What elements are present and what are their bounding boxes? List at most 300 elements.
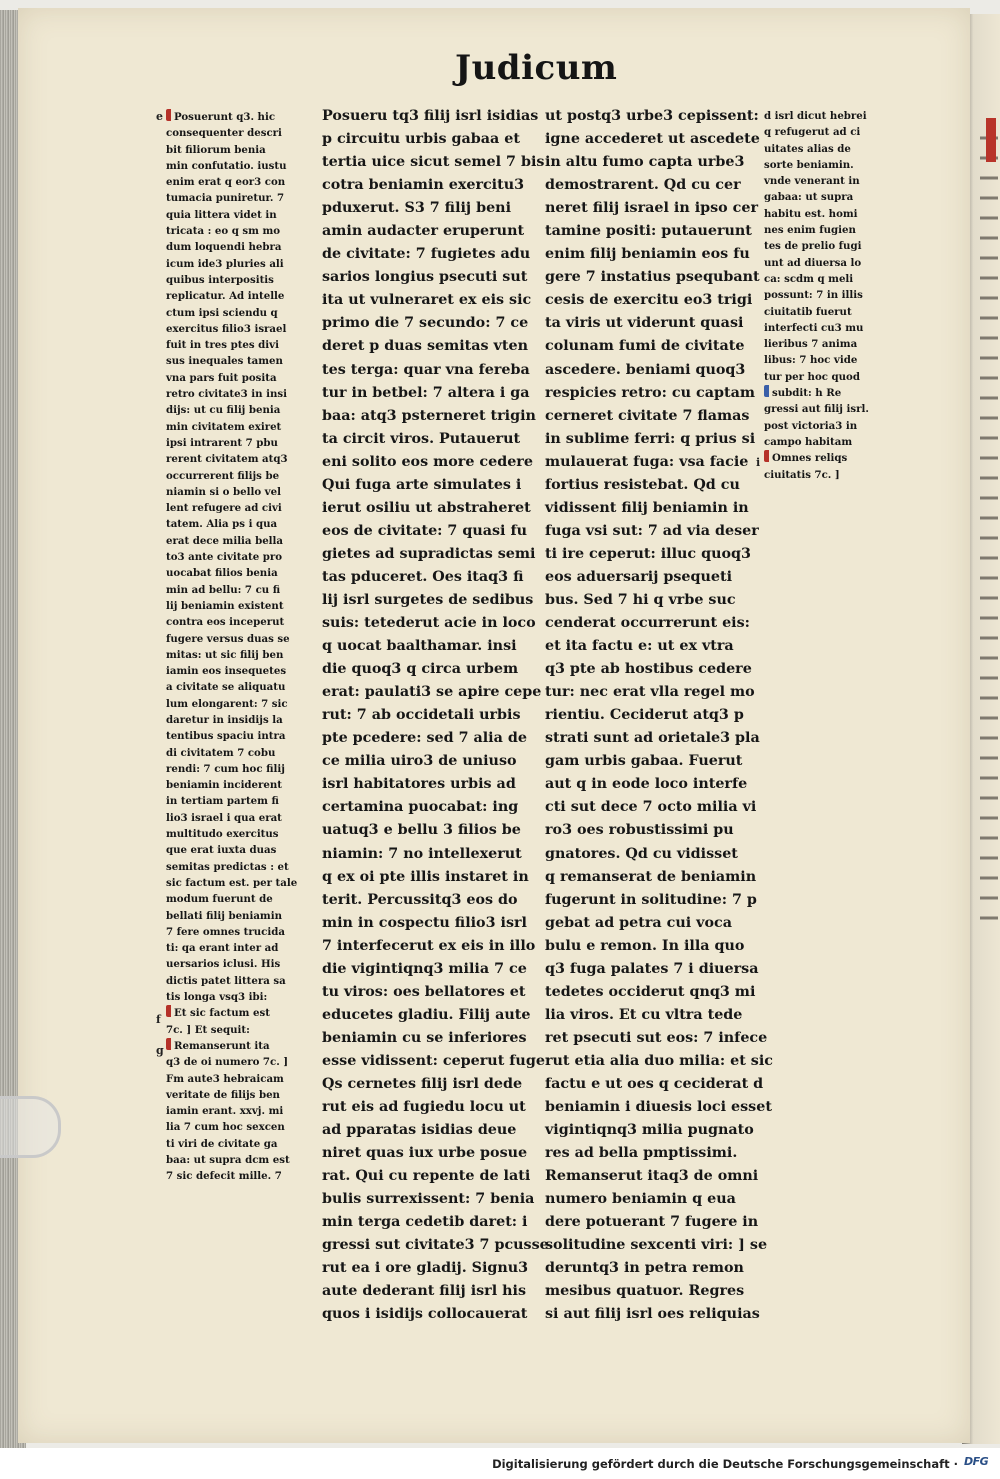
text-line-content: q uocat baalthamar. insi: [322, 638, 517, 655]
text-line: [166, 842, 306, 858]
text-line-content: lieribus 7 anima: [764, 338, 858, 351]
text-line: [166, 859, 306, 875]
text-line: [166, 468, 306, 484]
next-page-rubric: [986, 118, 996, 162]
text-line: [322, 128, 550, 151]
text-line: [166, 956, 306, 972]
text-line-content: sorte beniamin.: [764, 158, 854, 171]
text-line: [166, 777, 306, 793]
text-line-content: 7 fere omnes trucida: [166, 925, 285, 938]
text-line: [545, 174, 760, 197]
text-line-content: iamin eos insequetes: [166, 665, 287, 678]
text-line-content: beniamin inciderent: [166, 779, 283, 792]
text-line: [322, 174, 550, 197]
margin-letter-e: e: [156, 110, 163, 123]
text-line-content: tumacia puniretur. 7: [166, 192, 285, 205]
text-line: [545, 635, 760, 658]
text-line-content: cotra beniamin exercitu3: [322, 177, 525, 194]
text-line: [764, 255, 894, 271]
text-line: [545, 335, 760, 358]
text-line-content: 7 sic defecit mille. 7: [166, 1170, 282, 1183]
text-line: [322, 589, 550, 612]
text-line: [166, 370, 306, 386]
text-line-content: lia viros. Et cu vltra tede: [545, 1006, 743, 1023]
text-line-content: gnatores. Qd cu vidisset: [545, 845, 738, 862]
text-line: [764, 401, 894, 417]
page-clip: [0, 1096, 61, 1158]
text-line-content: vidissent filij beniamin in: [545, 499, 749, 516]
text-line: [322, 796, 550, 819]
text-line: [545, 220, 760, 243]
text-line-content: cenderat occurrerunt eis:: [545, 615, 750, 632]
text-line-content: lij beniamin existent: [166, 599, 284, 612]
text-line-content: ut postq3 urbe3 cepissent:: [545, 108, 759, 124]
text-line-content: exercitus filio3 israel: [166, 322, 287, 335]
text-line: [764, 206, 894, 222]
text-line-content: factu e ut oes q ceciderat d: [545, 1075, 764, 1092]
text-line-content: q3 de oi numero 7c. ]: [166, 1056, 289, 1069]
text-line-content: rut ea i ore gladij. Signu3: [322, 1260, 529, 1277]
text-line: [166, 1103, 306, 1119]
text-line-content: eos aduersarij psequeti: [545, 568, 733, 585]
text-line-content: a civitate se aliquatu: [166, 681, 286, 694]
text-line: [764, 189, 894, 205]
text-line: [166, 288, 306, 304]
text-line: [322, 773, 550, 796]
text-line-content: primo die 7 secundo: 7 ce: [322, 315, 529, 332]
text-line: [764, 304, 894, 320]
text-line-content: subdit: h Re: [772, 387, 842, 400]
text-line: [764, 320, 894, 336]
text-line: [322, 451, 550, 474]
text-line-content: ta viris ut viderunt quasi: [545, 315, 744, 332]
text-line: [166, 1119, 306, 1135]
rubric-mark: [166, 109, 171, 121]
text-line: [166, 386, 306, 402]
text-line-content: q refugerut ad ci: [764, 126, 861, 139]
text-line-content: uersarios iclusi. His: [166, 958, 281, 971]
text-line: [166, 125, 306, 141]
text-line-content: die quoq3 q circa urbem: [322, 661, 519, 678]
text-line-content: replicatur. Ad intelle: [166, 290, 285, 303]
text-line-content: aut q in eode loco interfe: [545, 776, 748, 793]
text-line: [166, 321, 306, 337]
text-line-content: certamina puocabat: ing: [322, 799, 519, 816]
text-line-content: deret p duas semitas vten: [322, 338, 528, 355]
text-line: [545, 704, 760, 727]
text-line-content: fugerunt in solitudine: 7 p: [545, 891, 757, 908]
text-line-content: tur in betbel: 7 altera i ga: [322, 384, 530, 401]
text-line: [166, 565, 306, 581]
text-line: [322, 889, 550, 912]
text-line-content: et ita factu e: ut ex vtra: [545, 638, 734, 655]
text-line: [166, 712, 306, 728]
text-line-content: ti viri de civitate ga: [166, 1137, 278, 1150]
text-line-content: campo habitam: [764, 435, 853, 448]
text-line-content: interfecti cu3 mu: [764, 321, 864, 334]
text-line: [545, 1165, 760, 1188]
text-line-content: cti sut dece 7 octo milia vi: [545, 799, 757, 816]
text-line: [322, 1004, 550, 1027]
text-line: [545, 1073, 764, 1096]
text-line-content: beniamin cu se inferiores: [322, 1029, 527, 1046]
text-line-content: enim erat q eor3 con: [166, 176, 286, 189]
text-line-content: bit filiorum benia: [166, 143, 266, 156]
text-line: [545, 1303, 760, 1326]
text-line: [322, 1096, 550, 1119]
text-line: [545, 935, 760, 958]
text-line-content: beniamin i diuesis loci esset: [545, 1099, 772, 1116]
text-line: [166, 875, 306, 891]
text-line: [166, 614, 306, 630]
text-line: [545, 266, 760, 289]
text-line: [166, 223, 306, 239]
text-line: [322, 220, 550, 243]
footer-bar: [0, 1448, 1000, 1479]
text-line-content: fuit in tres ptes divi: [166, 339, 279, 352]
text-line-content: baa: atq3 psterneret trigin: [322, 407, 536, 424]
text-line-content: to3 ante civitate pro: [166, 551, 283, 564]
text-line: [166, 696, 306, 712]
text-line-content: si aut filij isrl oes reliquias: [545, 1306, 760, 1323]
text-line-content: daretur in insidijs la: [166, 713, 283, 726]
text-line: [545, 681, 760, 704]
text-line-content: ret psecuti sut eos: 7 infece: [545, 1029, 768, 1046]
text-line-content: ti ire ceperut: illuc quoq3: [545, 545, 751, 562]
text-line-content: fugere versus duas se: [166, 632, 290, 645]
text-line: [545, 474, 760, 497]
text-line-content: tur: nec erat vlla regel mo: [545, 684, 755, 701]
text-line: [545, 128, 760, 151]
text-line: [322, 359, 550, 382]
text-line: [764, 467, 894, 483]
text-line: [545, 658, 760, 681]
text-line: [764, 157, 894, 173]
text-line: [166, 402, 306, 418]
text-line: [764, 173, 894, 189]
text-line-content: lia 7 cum hoc sexcen: [166, 1121, 285, 1134]
text-line-content: lent refugere ad civi: [166, 502, 282, 515]
text-line: [322, 612, 550, 635]
text-line: [322, 566, 550, 589]
text-line-content: tamine positi: putauerunt: [545, 223, 752, 240]
text-line-content: unt ad diuersa lo: [764, 256, 862, 269]
text-line-content: tur per hoc quod: [764, 370, 860, 383]
text-line: [764, 141, 894, 157]
text-line: [322, 935, 550, 958]
text-line-content: Qui fuga arte simulates i: [322, 476, 522, 493]
text-line-content: habitu est. homi: [764, 207, 858, 220]
text-line: [166, 826, 306, 842]
rubric-mark: [764, 450, 769, 462]
text-line-content: 7 interfecerut ex eis in illo: [322, 937, 536, 954]
text-line: [166, 1022, 306, 1038]
text-line: [166, 549, 306, 565]
margin-letter-f: f: [156, 1013, 161, 1026]
text-line: [545, 1257, 760, 1280]
text-line-content: uocabat filios benia: [166, 567, 278, 580]
text-line: [545, 105, 760, 128]
text-line: [545, 497, 760, 520]
text-line-content: eos de civitate: 7 quasi fu: [322, 522, 528, 539]
text-line-content: in tertiam partem fi: [166, 795, 279, 808]
text-line-content: fuga vsi sut: 7 ad via deser: [545, 522, 759, 539]
text-line-content: tes terga: quar vna fereba: [322, 361, 530, 378]
text-line-content: lio3 israel i qua erat: [166, 811, 282, 824]
text-line-content: vna pars fuit posita: [166, 371, 277, 384]
text-line: [166, 484, 306, 500]
text-line-content: ta circit viros. Putauerut: [322, 430, 521, 447]
text-line: [764, 336, 894, 352]
text-line: [166, 272, 306, 288]
text-line: [545, 1211, 760, 1234]
text-line-content: quibus interpositis: [166, 273, 274, 286]
text-line: [166, 1071, 306, 1087]
footer-credit: Digitalisierung gefördert durch die Deutsche Forschungsgemeinschaft ·: [492, 1457, 958, 1471]
text-line: [166, 908, 306, 924]
text-line-content: educetes gladiu. Filij aute: [322, 1006, 531, 1023]
text-line: [545, 543, 760, 566]
text-line-content: dum loquendi hebra: [166, 241, 282, 254]
text-line-content: erat dece milia bella: [166, 534, 284, 547]
text-line: [545, 1234, 768, 1257]
text-line-content: Fm aute3 hebraicam: [166, 1072, 284, 1085]
text-line-content: min in cospectu filio3 isrl: [322, 914, 527, 931]
text-line-content: lum elongarent: 7 sic: [166, 697, 288, 710]
text-line: [322, 981, 550, 1004]
text-line: [545, 1142, 760, 1165]
text-line: [545, 912, 760, 935]
text-line-content: ciuitatis 7c. ]: [764, 468, 840, 481]
text-line-content: gabaa: ut supra: [764, 191, 854, 204]
text-line: [166, 810, 306, 826]
text-line-content: min terga cedetib daret: i: [322, 1214, 528, 1231]
text-line: [764, 271, 894, 287]
text-line: [166, 663, 306, 679]
text-line: [322, 1280, 550, 1303]
text-line-content: solitudine sexcenti viri: ] se: [545, 1237, 768, 1254]
text-line: [166, 679, 306, 695]
text-line-content: isrl habitatores urbis ad: [322, 776, 516, 793]
text-line-content: ascedere. beniami quoq3: [545, 361, 746, 378]
text-line: [166, 891, 306, 907]
text-line: [322, 1050, 550, 1073]
text-line: [545, 727, 760, 750]
text-line-content: q ex oi pte illis instaret in: [322, 868, 529, 885]
text-line: [166, 500, 306, 516]
text-line-content: res ad bella pmptissimi.: [545, 1145, 738, 1162]
text-line-content: ciuitatib fuerut: [764, 305, 852, 318]
text-line-content: icum ide3 pluries ali: [166, 257, 284, 270]
text-line: [764, 369, 894, 385]
text-line: [545, 1096, 772, 1119]
main-text-column-1: [322, 105, 550, 1326]
text-line-content: respicies retro: cu captam: [545, 384, 755, 401]
text-line: [322, 405, 550, 428]
text-line: [545, 405, 760, 428]
text-line-content: gebat ad petra cui voca: [545, 914, 732, 931]
text-line: [166, 1087, 306, 1103]
text-line: [166, 761, 306, 777]
text-line-content: niamin si o bello vel: [166, 485, 281, 498]
text-line-content: Remanserut itaq3 de omni: [545, 1168, 759, 1185]
text-line-content: rut eis ad fugiedu locu ut: [322, 1099, 526, 1116]
text-line-content: min confutatio. iustu: [166, 159, 287, 172]
text-line-content: vigintiqnq3 milia pugnato: [545, 1122, 754, 1139]
text-line-content: enim filij beniamin eos fu: [545, 246, 750, 263]
text-line: [322, 1188, 550, 1211]
text-line: [545, 981, 760, 1004]
text-line: [545, 151, 760, 174]
text-line-content: occurrerent filijs be: [166, 469, 280, 482]
text-line-content: rientiu. Ceciderut atq3 p: [545, 707, 744, 724]
text-line: [322, 312, 550, 335]
text-line-content: gietes ad supradictas semi: [322, 545, 536, 562]
text-line-content: ipsi intrarent 7 pbu: [166, 436, 278, 449]
text-line-content: ce milia uiro3 de uniuso: [322, 753, 517, 770]
text-line: [166, 419, 306, 435]
text-line-content: rut etia alia duo milia: et sic: [545, 1052, 773, 1069]
text-line: [545, 520, 760, 543]
text-line-content: mulauerat fuga: vsa facie: [545, 453, 749, 470]
text-line-content: niamin: 7 no intellexerut: [322, 845, 522, 862]
text-line: [322, 1257, 550, 1280]
text-line: [166, 793, 306, 809]
text-line-content: libus: 7 hoc vide: [764, 354, 858, 367]
text-line-content: in sublime ferri: q prius si: [545, 430, 756, 447]
text-line-content: mitas: ut sic filij ben: [166, 648, 284, 661]
text-line-content: Remanserunt ita: [174, 1039, 270, 1052]
text-line-content: vnde venerant in: [764, 175, 860, 188]
text-line-content: q3 pte ab hostibus cedere: [545, 661, 752, 678]
text-line-content: pduxerut. S3 7 filij beni: [322, 200, 511, 217]
text-line-content: suis: tetederut acie in loco: [322, 615, 536, 632]
text-line: [322, 958, 550, 981]
text-line: [322, 520, 550, 543]
text-line-content: rerent civitatem atq3: [166, 453, 288, 466]
text-line: [545, 1188, 760, 1211]
text-line-content: ca: scdm q meli: [764, 272, 854, 285]
text-line: [764, 418, 894, 434]
text-line: [166, 190, 306, 206]
text-line-content: cerneret civitate 7 flamas: [545, 407, 750, 424]
text-line: [545, 612, 760, 635]
text-line: [166, 1054, 306, 1070]
text-line: [545, 773, 760, 796]
text-line: [322, 658, 550, 681]
text-line-content: baa: ut supra dcm est: [166, 1154, 290, 1166]
text-line-content: die vigintiqnq3 milia 7 ce: [322, 960, 527, 977]
text-line: [322, 382, 550, 405]
text-line: [545, 197, 760, 220]
text-line-content: numero beniamin q eua: [545, 1191, 736, 1208]
text-line: [166, 1168, 306, 1184]
text-line-content: Posueru tq3 filij isrl isidias: [322, 108, 539, 124]
text-line-content: contra eos inceperut: [166, 616, 285, 629]
text-line: [545, 289, 760, 312]
text-line-content: tricata : eo q sm mo: [166, 225, 281, 238]
text-line-content: Et sic factum est: [174, 1007, 270, 1020]
text-line: [764, 108, 894, 124]
rubric-mark: [166, 1005, 171, 1017]
text-line: [322, 843, 550, 866]
text-line-content: gressi aut filij isrl.: [764, 403, 869, 416]
text-line-content: aute dederant filij isrl his: [322, 1283, 526, 1300]
text-line: [764, 238, 894, 254]
text-line: [322, 428, 550, 451]
text-line-content: neret filij israel in ipso cer: [545, 200, 759, 217]
text-line-content: tertia uice sicut semel 7 bis: [322, 154, 545, 171]
text-line: [166, 582, 306, 598]
text-line-content: retro civitate3 in insi: [166, 388, 287, 401]
text-line-content: rat. Qui cu repente de lati: [322, 1168, 531, 1185]
text-line: [764, 352, 894, 368]
text-line: [166, 631, 306, 647]
text-line-content: quos i isidijs collocauerat: [322, 1306, 528, 1323]
text-line: [322, 681, 550, 704]
text-line: [322, 1165, 550, 1188]
rubric-mark: [166, 1038, 171, 1050]
text-line: [545, 796, 760, 819]
text-line-content: ad pparatas isidias deue: [322, 1122, 517, 1139]
text-line: [322, 1027, 550, 1050]
text-line-content: tas pduceret. Oes itaq3 fi: [322, 568, 524, 585]
text-line-content: nes enim fugien: [764, 224, 856, 237]
text-line: [545, 958, 760, 981]
text-line-content: iamin erant. xxvj. mi: [166, 1105, 284, 1118]
text-line-content: in altu fumo capta urbe3: [545, 154, 745, 171]
text-line: [545, 1027, 768, 1050]
text-line-content: deruntq3 in petra remon: [545, 1260, 744, 1277]
text-line-content: demostrarent. Qd cu cer: [545, 177, 741, 194]
text-line: [764, 434, 894, 450]
next-page-text-lines: [980, 120, 998, 920]
text-line: [322, 197, 550, 220]
text-line-content: strati sunt ad orietale3 pla: [545, 730, 760, 747]
text-line-content: gere 7 instatius psequbant: [545, 269, 760, 286]
text-line-content: Omnes reliqs: [772, 452, 848, 465]
text-line-content: gam urbis gabaa. Fuerut: [545, 753, 743, 770]
text-line-content: bellati filij beniamin: [166, 909, 282, 922]
text-line: [166, 142, 306, 158]
text-line-content: di civitatem 7 cobu: [166, 746, 276, 759]
text-line: [322, 819, 550, 842]
text-line-content: tedetes occiderut qnq3 mi: [545, 983, 756, 1000]
text-line-content: bulis surrexissent: 7 benia: [322, 1191, 535, 1208]
text-line-content: sarios longius psecuti sut: [322, 269, 528, 286]
text-line: [545, 750, 760, 773]
text-line-content: ti: qa erant inter ad: [166, 942, 279, 955]
text-line: [764, 124, 894, 140]
running-head: Judicum: [455, 48, 618, 88]
text-line-content: tis longa vsq3 ibi:: [166, 991, 268, 1004]
text-line-content: colunam fumi de civitate: [545, 338, 745, 355]
text-line: [545, 819, 760, 842]
text-line-content: dijs: ut cu filij benia: [166, 404, 281, 417]
text-line: [166, 647, 306, 663]
text-line-content: rendi: 7 cum hoc filij: [166, 762, 285, 775]
text-line-content: Qs cernetes filij isrl dede: [322, 1075, 523, 1092]
text-line: [166, 305, 306, 321]
text-line: [764, 287, 894, 303]
text-line: [166, 353, 306, 369]
text-line: [545, 359, 760, 382]
text-line: [545, 451, 760, 474]
margin-letter-i: i: [756, 456, 761, 469]
text-line: [166, 973, 306, 989]
text-line: [545, 843, 760, 866]
text-line-content: erat: paulati3 se apire cepe: [322, 684, 542, 701]
